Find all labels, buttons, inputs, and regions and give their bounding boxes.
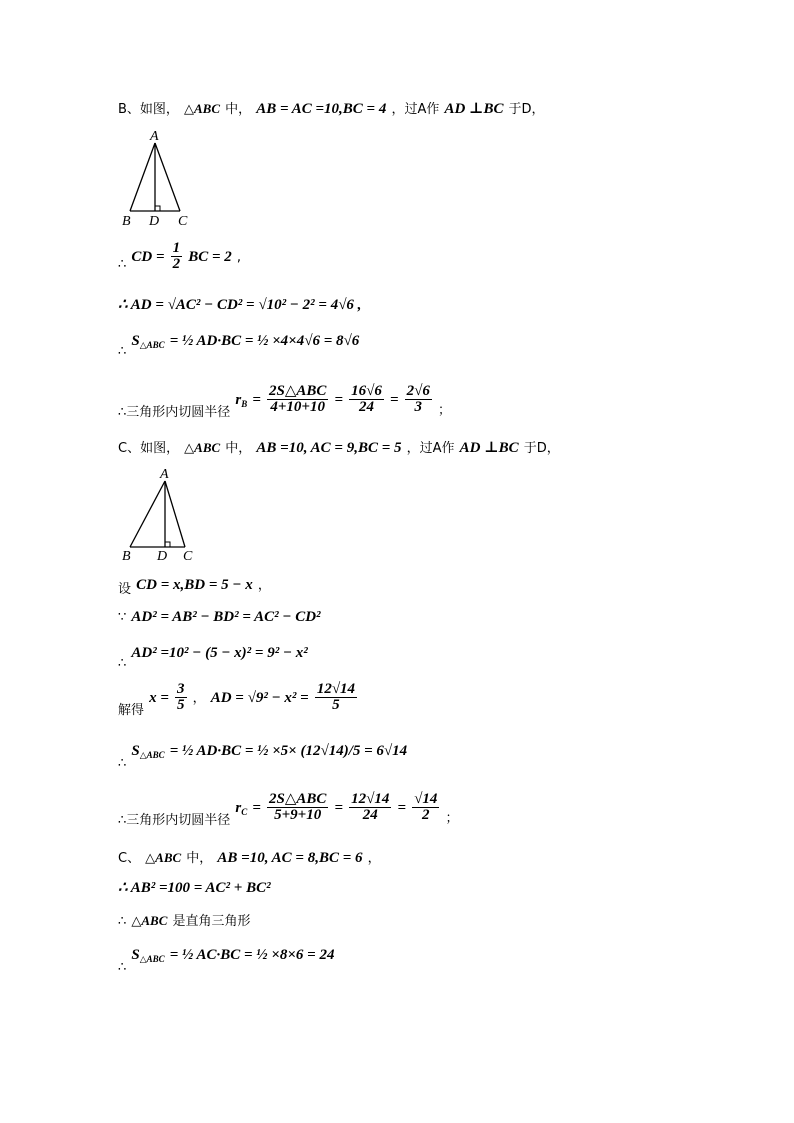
c1-r-d3: 2 xyxy=(421,807,430,823)
c1-semicolon: ； xyxy=(445,811,459,826)
b-r-d3: 3 xyxy=(414,399,422,415)
b-area-expr: = ½ AD·BC = ½ ×4×4√6 = 8√6 xyxy=(169,333,360,349)
c2-pythag-expr: ∴ AB² =100 = AC² + BC² xyxy=(118,880,271,896)
c1-condition: AB =10, AC = 9,BC = 5 xyxy=(256,440,402,456)
b-step2 xyxy=(118,295,361,314)
c2-line2-tri: △ABC xyxy=(131,913,168,928)
c1-area-sym: ∴ xyxy=(118,756,127,771)
c1-zhong: 中， xyxy=(225,441,252,456)
b-intro: B、如图， xyxy=(118,102,179,117)
b-s-sub: △ABC xyxy=(139,340,165,350)
c2-condition: AB =10, AC = 8,BC = 6 xyxy=(217,850,363,866)
c2-line3: $_\therefore$ $S_{\triangle ABC}$ = ½ AC·BC = ½ ×8×6 = 24 xyxy=(118,947,335,975)
section-c1-header xyxy=(118,437,560,457)
c1-solve: $_{解得}$ x = $\frac{3}{5}$ ， AD = √9² − x² = $\frac{12√14}{5}$ xyxy=(118,681,356,718)
c1-triangle-name: △ABC xyxy=(184,440,221,455)
c1-solve-word: 解得 xyxy=(118,703,145,718)
b-label-d: D xyxy=(149,214,160,229)
section-c2-header xyxy=(118,847,381,867)
b-semicolon: ； xyxy=(437,403,451,418)
c1-r-n3: √14 xyxy=(414,791,438,807)
c2-line2 xyxy=(118,910,251,929)
c1-r-n2: 12√14 xyxy=(351,791,390,807)
c2-line1 xyxy=(118,878,271,897)
c1-x-n: 3 xyxy=(177,681,185,697)
c2-comma: ， xyxy=(367,851,381,866)
b-r-var: r xyxy=(235,392,242,408)
b-after: ，过A作 xyxy=(391,102,440,117)
c2-zhong: 中， xyxy=(186,851,213,866)
b-triangle-name: △ABC xyxy=(184,101,221,116)
c1-label-b: B xyxy=(122,549,131,564)
c1-radius: $_{\therefore 三角形内切圆半径}$ $r_C$ = $\frac{\text{2S△ABC}}{5+9+10}$ = $\frac{12√14}{24}$ = $\frac{√14}{2}$ $_;$ xyxy=(118,791,459,828)
c1-label-c: C xyxy=(183,549,193,564)
b-r-n1: 2S△ABC xyxy=(268,383,327,399)
b-radius-label: ∴三角形内切圆半径 xyxy=(118,405,231,420)
b-bc2: BC = 2 xyxy=(188,249,232,265)
c1-perp: AD ⊥BC xyxy=(459,440,519,456)
b-comma: , xyxy=(236,250,241,265)
c1-ad-expr: AD = √9² − x² = xyxy=(210,690,309,706)
c1-because-sym: ∵ xyxy=(118,610,127,625)
c1-label-a: A xyxy=(160,467,169,482)
c1-area-expr: = ½ AD·BC = ½ ×5× (12√14)/5 = 6√14 xyxy=(169,743,408,759)
c1-let xyxy=(118,574,271,597)
c1-r-d1: 5+9+10 xyxy=(274,807,322,823)
b-therefore-1: ∴ xyxy=(118,257,127,272)
c1-x-eq: x = xyxy=(149,690,169,706)
c1-let-word: 设 xyxy=(118,582,132,597)
c1-r-sub: C xyxy=(241,807,248,817)
b-radius: $_{\therefore 三角形内切圆半径}$ $r_B$ = $\frac{\text{2S△ABC}}{4+10+10}$ = $\frac{16√6}{24}$ = $\frac{2√6}{3}$ $_;$ xyxy=(118,383,451,420)
b-r-sub: B xyxy=(241,399,248,409)
c1-because xyxy=(118,606,321,626)
b-r-n2: 16√6 xyxy=(351,383,382,399)
b-half-n: 1 xyxy=(172,240,181,256)
b-r-d1: 4+10+10 xyxy=(270,399,325,415)
c1-let-comma: ， xyxy=(257,578,271,593)
c1-therefore-expr: AD² =10² − (5 − x)² = 9² − x² xyxy=(131,645,308,661)
c1-therefore-sym: ∴ xyxy=(118,656,127,671)
b-r-d2: 24 xyxy=(359,399,374,415)
c1-end: 于D， xyxy=(523,441,560,456)
b-therefore-3: ∴ xyxy=(118,344,127,359)
c2-intro: C、 xyxy=(118,851,141,866)
c1-therefore xyxy=(118,642,308,671)
c1-ad-n: 12√14 xyxy=(316,681,356,697)
c1-r-n1: 2S△ABC xyxy=(268,791,327,807)
b-label-c: C xyxy=(178,214,188,229)
b-step1 xyxy=(118,241,241,272)
c1-r-var: r xyxy=(235,800,242,816)
b-s: S xyxy=(131,333,140,349)
c1-radius-label: ∴三角形内切圆半径 xyxy=(118,813,231,828)
c2-right-triangle-text: 是直角三角形 xyxy=(172,914,251,929)
b-perp: AD ⊥BC xyxy=(444,101,504,117)
section-b-header xyxy=(118,98,545,118)
b-triangle-figure xyxy=(118,128,198,230)
c1-ad-d: 5 xyxy=(332,697,340,713)
b-condition: AB = AC =10,BC = 4 xyxy=(256,101,387,117)
b-ad-expr: ∴ AD = √AC² − CD² = √10² − 2² = 4√6 , xyxy=(118,297,362,313)
c1-after: ，过A作 xyxy=(406,441,455,456)
c1-label-d: D xyxy=(157,549,168,564)
b-label-a: A xyxy=(150,129,159,144)
c2-therefore-2: ∴ xyxy=(118,914,127,929)
b-r-n3: 2√6 xyxy=(406,383,430,399)
b-label-b: B xyxy=(122,214,131,229)
c1-r-d2: 24 xyxy=(362,807,378,823)
c1-intro: C、如图， xyxy=(118,441,180,456)
b-zhong: 中， xyxy=(225,102,252,117)
c1-let-expr: CD = x,BD = 5 − x xyxy=(136,577,253,593)
c1-x-d: 5 xyxy=(177,697,185,713)
b-cd: CD = xyxy=(131,249,165,265)
c1-area: $_\therefore$ $S_{\triangle ABC}$ = ½ AD·BC = ½ ×5× (12√14)/5 = 6√14 xyxy=(118,743,408,771)
b-step3 xyxy=(118,330,359,359)
c1-triangle-figure xyxy=(118,466,198,566)
c2-therefore-3: ∴ xyxy=(118,960,127,975)
b-end: 于D， xyxy=(508,102,545,117)
c1-because-expr: AD² = AB² − BD² = AC² − CD² xyxy=(131,609,321,625)
b-half-d: 2 xyxy=(172,256,181,272)
c2-area-expr: = ½ AC·BC = ½ ×8×6 = 24 xyxy=(169,947,335,963)
c2-triangle-name: △ABC xyxy=(145,850,182,865)
